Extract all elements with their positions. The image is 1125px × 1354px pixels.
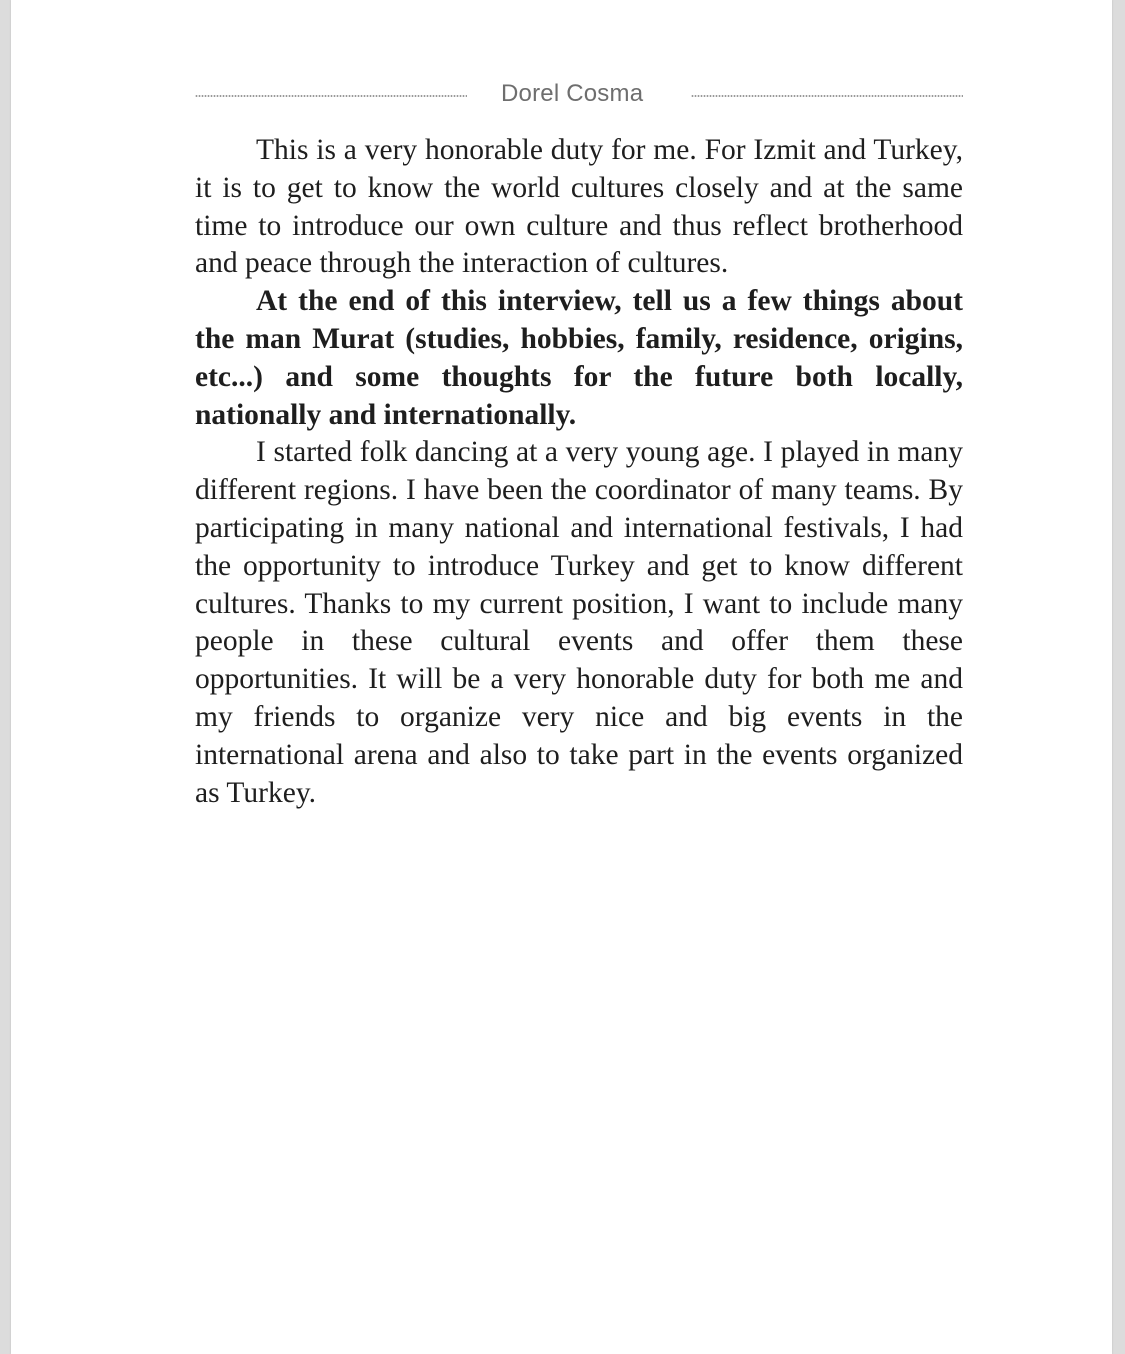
header-dotted-rule-right: [691, 94, 963, 98]
running-header: [195, 78, 963, 112]
header-dotted-rule-left: [195, 94, 467, 98]
page-body-text: [195, 132, 963, 812]
header-author-name: Dorel Cosma: [501, 80, 644, 107]
answer-paragraph: I started folk dancing at a very young age. I played in many different regions. I have been the coordinator of many teams. By participating in many national and international festivals, I had the opportunity to introduce Turkey and get to know different cultures. Thanks to my current position, I want to include many people in these cultural events and offer them these opportunities. It will be a very honorable duty for both me and my friends to organize very nice and big events in the international arena and also to take part in the events organized as Turkey.: [195, 436, 963, 809]
interview-question: At the end of this interview, tell us a few things about the man Murat (studies, hobbies, family, residence, origins, etc...) and some thoughts for the future both locally, nationally and internationally.: [195, 285, 963, 431]
book-page: [11, 0, 1112, 1354]
answer-paragraph: This is a very honorable duty for me. For Izmit and Turkey, it is to get to know the world cultures closely and at the same time to introduce our own culture and thus reflect brotherhood and peace through the interaction of cultures.: [195, 134, 963, 280]
